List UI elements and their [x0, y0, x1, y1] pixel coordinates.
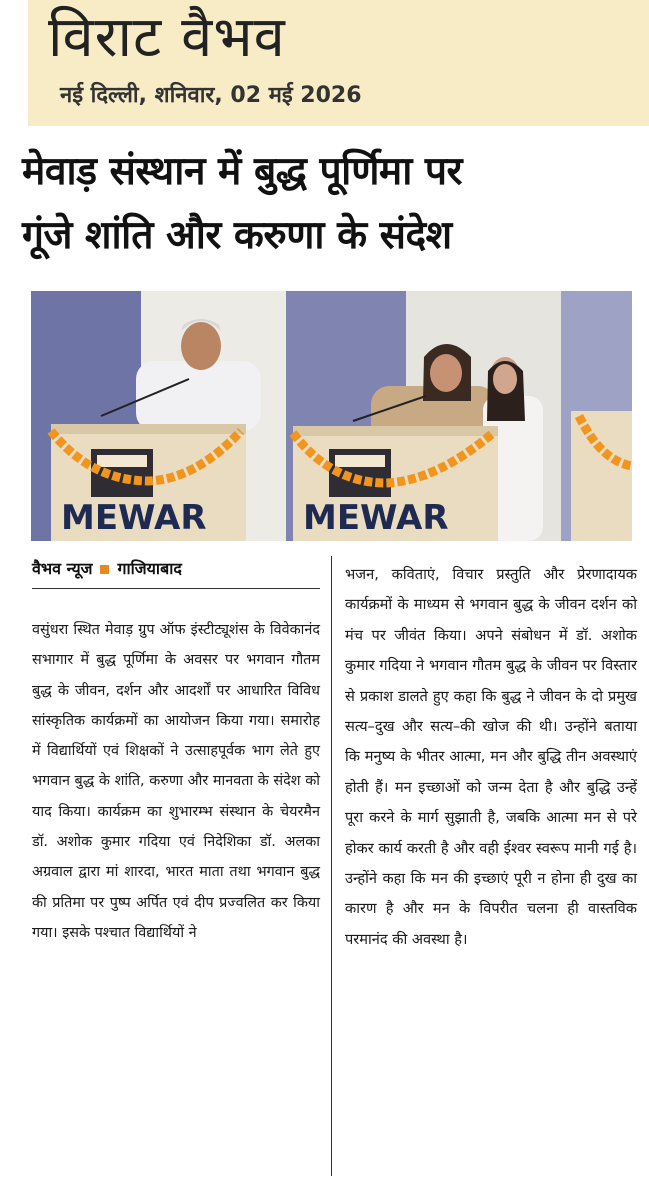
event-photo-illustration: [31, 291, 632, 541]
article-headline: [22, 140, 642, 268]
article-photo: [31, 291, 632, 541]
article-body-left: वसुंधरा स्थित मेवाड़ ग्रुप ऑफ इंस्टीट्यूशंस के विवेकानंद सभागार में बुद्ध पूर्णिमा के अवसर पर भगवान गौतम बुद्ध के जीवन, दर्शन और आदर्शों पर आधारित विविध सांस्कृतिक कार्यक्रमों का आयोजन किया गया। समारोह में विद्यार्थियों एवं शिक्षकों ने उत्साहपूर्वक भाग लेते हुए भगवान बुद्ध के शांति, करुणा और मानवता के संदेश को याद किया। कार्यक्रम का शुभारम्भ संस्थान के चेयरमैन डॉ. अशोक कुमार गदिया एवं निदेशिका डॉ. अलका अग्रवाल द्वारा मां शारदा, भारत माता तथा भगवान बुद्ध की प्रतिमा पर पुष्प अर्पित एवं दीप प्रज्वलित कर किया गया। इसके पश्चात विद्यार्थियों ने: [32, 622, 320, 941]
masthead: [28, 0, 649, 126]
headline-line-2: गूंजे शांति और करुणा के संदेश: [22, 213, 452, 258]
byline-source: वैभव न्यूज: [32, 559, 93, 578]
podium-edge: [571, 411, 632, 541]
square-bullet-icon: [100, 565, 109, 574]
article-body-right: भजन, कविताएं, विचार प्रस्तुति और प्रेरणादायक कार्यक्रमों के माध्यम से भगवान बुद्ध के जीवन दर्शन को मंच पर जीवंत किया। अपने संबोधन में डॉ. अशोक कुमार गदिया ने भगवान गौतम बुद्ध के जीवन पर विस्तार से प्रकाश डालते हुए कहा कि बुद्ध ने जीवन के दो प्रमुख सत्य–दुख और सत्य–की खोज की थी। उन्होंने बताया कि मनुष्य के भीतर आत्मा, मन और बुद्धि तीन अवस्थाएं होती हैं। मन इच्छाओं को जन्म देता है और बुद्धि उन्हें पूरा करने के मार्ग सुझाती है, जबकि आत्मा मन से परे होकर कार्य करती है और वही ईश्वर स्वरूप मानी गई है। उन्होंने कहा कि मन की इच्छाएं पूरी न होना ही दुख का कारण है और मन के विपरीत चलना ही वास्तविक परमानंद की अवस्था है।: [345, 566, 637, 948]
column-divider: [331, 556, 332, 1176]
podium-logo-right: MEWAR: [303, 498, 449, 538]
article-column-right: [345, 560, 637, 955]
byline-location: गाजियाबाद: [117, 559, 182, 578]
article-column-left: [32, 556, 320, 948]
headline-line-1: मेवाड़ संस्थान में बुद्ध पूर्णिमा पर: [22, 149, 463, 194]
dateline: नई दिल्ली, शनिवार, 02 मई 2026: [60, 83, 362, 108]
newspaper-title: विराट वैभव: [48, 5, 286, 70]
byline: [32, 556, 320, 589]
podium-logo-left: MEWAR: [61, 498, 207, 538]
